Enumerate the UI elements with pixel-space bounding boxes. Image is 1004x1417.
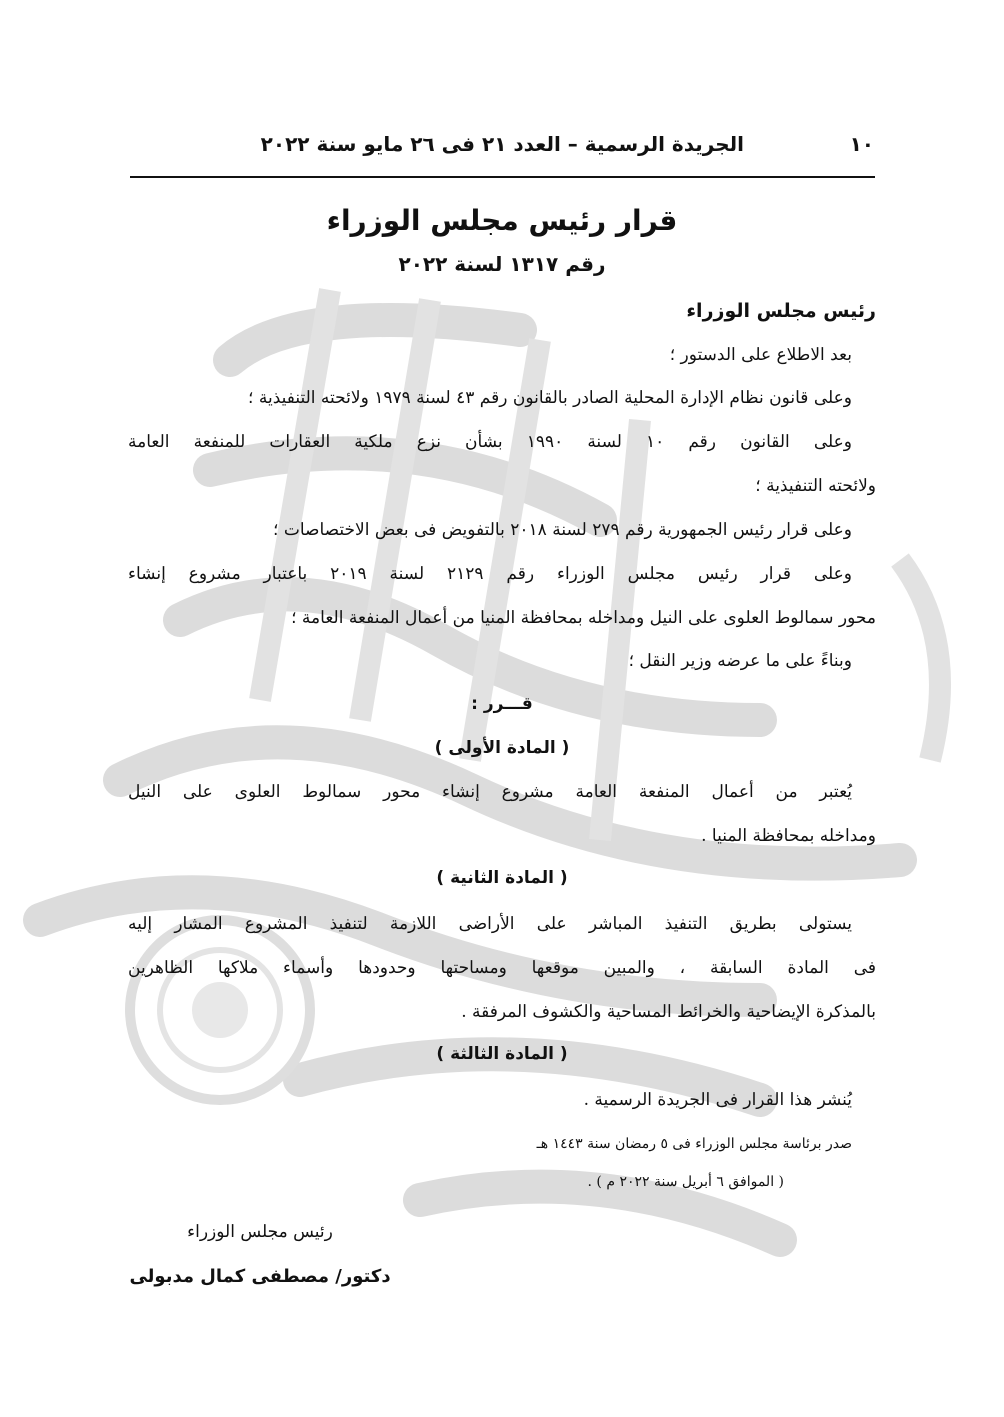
article-2-text: بالمذكرة الإيضاحية والخرائط المساحية والكشوف المرفقة .: [461, 1002, 876, 1022]
gazette-issue-info: الجريدة الرسمية – العدد ٢١ فى ٢٦ مايو سنة ٢٠٢٢: [260, 132, 744, 156]
preamble-line: وعلى قانون نظام الإدارة المحلية الصادر بالقانون رقم ٤٣ لسنة ١٩٧٩ ولائحته التنفيذية ؛: [248, 388, 852, 408]
preamble-line: بعد الاطلاع على الدستور ؛: [669, 345, 852, 365]
issuer-heading: رئيس مجلس الوزراء: [686, 300, 876, 322]
preamble-line: وعلى قرار رئيس الجمهورية رقم ٢٧٩ لسنة ٢٠١٨ بالتفويض فى بعض الاختصاصات ؛: [273, 520, 852, 540]
issued-date-gregorian: ( الموافق ٦ أبريل سنة ٢٠٢٢ م ) .: [587, 1174, 784, 1190]
preamble-line: محور سمالوط العلوى على النيل ومداخله بمحافظة المنيا من أعمال المنفعة العامة ؛: [291, 608, 876, 628]
preamble-line: وعلى قرار رئيس مجلس الوزراء رقم ٢١٢٩ لسنة ٢٠١٩ باعتبار مشروع إنشاء: [128, 564, 852, 584]
decree-number: رقم ١٣١٧ لسنة ٢٠٢٢: [398, 252, 606, 276]
article-2-heading: ( المادة الثانية ): [436, 868, 568, 888]
gazette-header: [134, 128, 874, 168]
issued-date-hijri: صدر برئاسة مجلس الوزراء فى ٥ رمضان سنة ١٤٤٣ هـ: [536, 1136, 852, 1152]
article-2-text: فى المادة السابقة ، والمبين موقعها ومساحتها وحدودها وأسماء ملاكها الظاهرين: [128, 958, 876, 978]
article-1-text: يُعتبر من أعمال المنفعة العامة مشروع إنشاء محور سمالوط العلوى على النيل: [128, 782, 852, 802]
article-3-heading: ( المادة الثالثة ): [436, 1044, 568, 1064]
preamble-line: وعلى القانون رقم ١٠ لسنة ١٩٩٠ بشأن نزع ملكية العقارات للمنفعة العامة: [128, 432, 852, 452]
signatory-title: رئيس مجلس الوزراء: [187, 1222, 333, 1242]
article-2-text: يستولى بطريق التنفيذ المباشر على الأراضى اللازمة لتنفيذ المشروع المشار إليه: [128, 914, 852, 934]
article-1-text: ومداخله بمحافظة المنيا .: [701, 826, 876, 846]
signatory-name: دكتور/ مصطفى كمال مدبولى: [129, 1266, 391, 1287]
header-divider: [130, 176, 875, 178]
preamble-line: ولائحته التنفيذية ؛: [755, 476, 876, 496]
decided-heading: قـــرر :: [471, 694, 533, 714]
preamble-line: وبناءً على ما عرضه وزير النقل ؛: [628, 651, 852, 671]
article-1-heading: ( المادة الأولى ): [434, 738, 570, 758]
article-3-text: يُنشر هذا القرار فى الجريدة الرسمية .: [583, 1090, 852, 1110]
decree-title: قرار رئيس مجلس الوزراء: [326, 204, 678, 237]
page-number: ١٠: [849, 132, 874, 156]
